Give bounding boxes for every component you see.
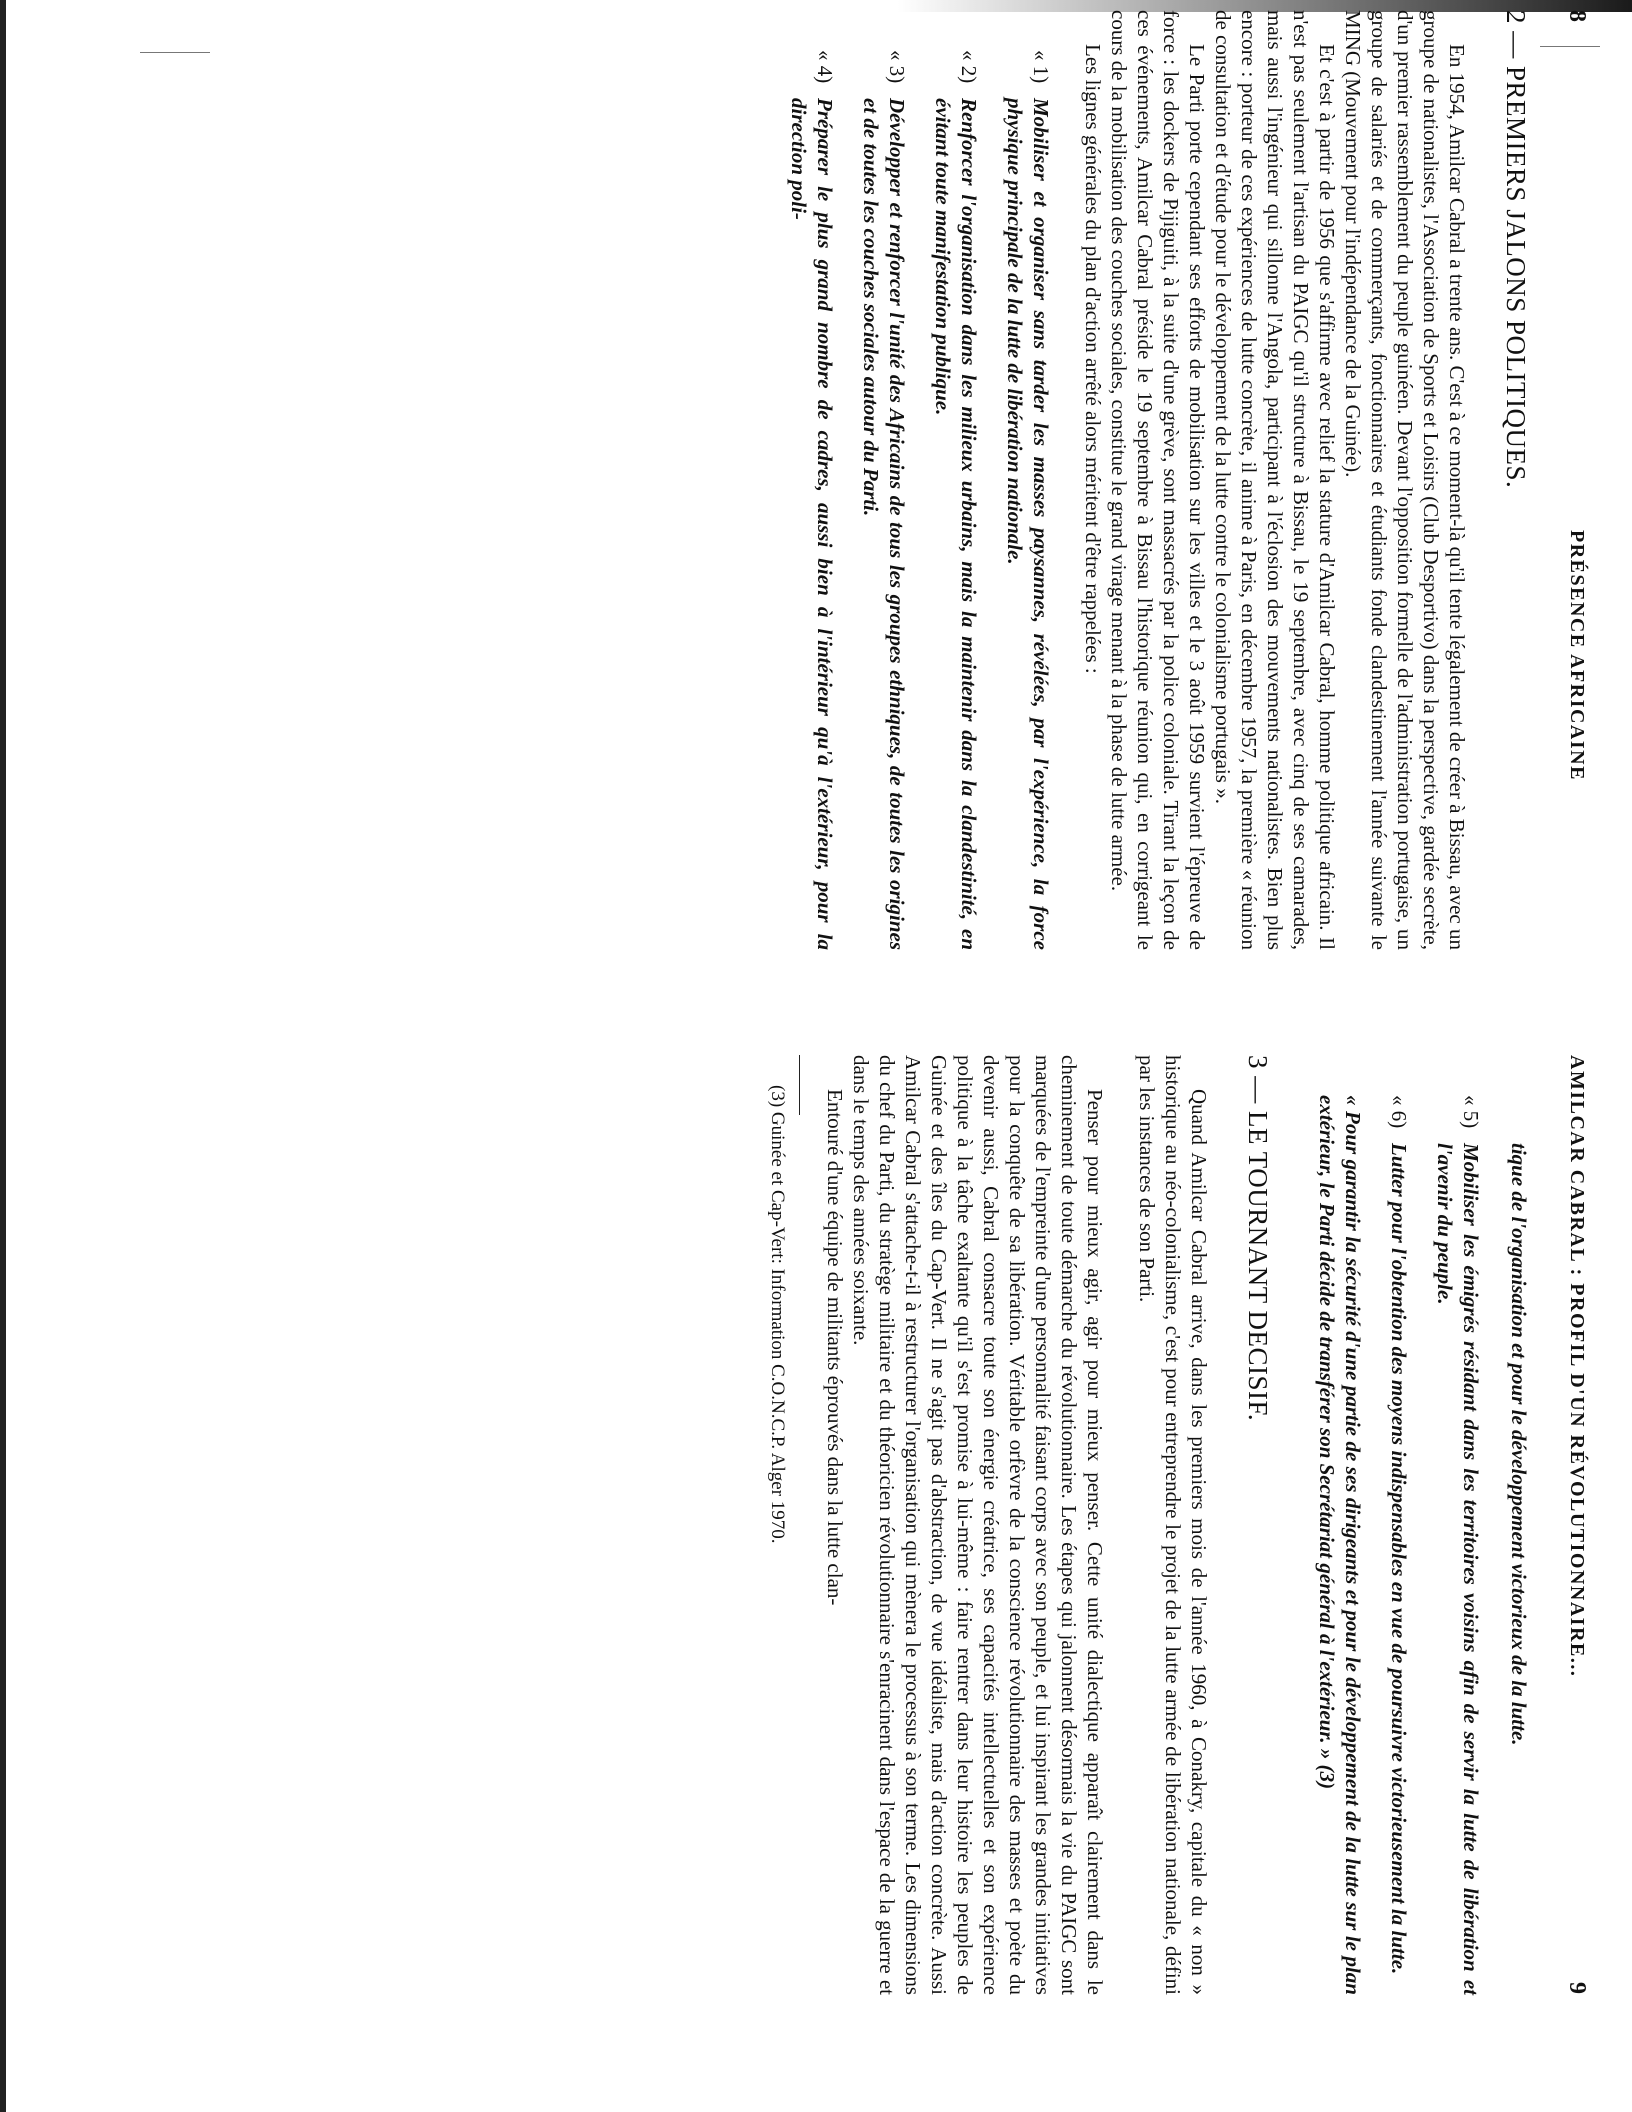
- list-item-text: Mobiliser et organiser sans tarder les masses paysannes, révélées, par l'expérience, la force physique principale de la lutte de libération nationale.: [1002, 98, 1053, 950]
- paragraph: Le Parti porte cependant ses efforts de mobilisation sur les villes et le 3 août 1959 survient l'épreuve de force : les dockers de Pijiguiti, à la suite d'une grève, sont massacrés par la police coloniale. Tirant la leçon de ces événements, Amilcar Cabral préside le 19 septembre à Bissau l'historique réunion qui, en corrigeant le cours de la mobilisation des couches sociales, constitue le grand virage menant à la phase de lutte armée.: [1106, 10, 1209, 950]
- left-page: [12, 10, 1612, 1050]
- section-title: 3 — LE TOURNANT DECISIF.: [1243, 1055, 1273, 1422]
- text-column: [766, 10, 1532, 950]
- footnote: (3) Guinée et Cap-Vert: Information C.O.N.C.P. Alger 1970.: [766, 1085, 788, 1544]
- list-item-number: « 5): [1459, 1095, 1483, 1129]
- block-quote: « Pour garantir la sécurité d'une partie de ses dirigeants et pour le développement de la lutte sur le plan extérieur, le Parti décide de transférer son Secrétariat général à l'extérieur. » (3): [1315, 1095, 1365, 1995]
- running-head: [1550, 10, 1590, 950]
- running-title: PRÉSENCE AFRICAINE: [1566, 530, 1588, 781]
- page-number: 8: [1564, 10, 1590, 23]
- page-number: 9: [1564, 1982, 1590, 1995]
- running-head: [1550, 1055, 1590, 1995]
- list-item-text: Développer et renforcer l'unité des Africains de tous les groupes ethniques, de toutes les origines et de toutes les couches sociales autour du Parti.: [858, 98, 909, 950]
- list-item-text: Préparer le plus grand nombre de cadres, aussi bien à l'intérieur qu'à l'extérieur, pour la direction poli-: [786, 98, 837, 950]
- section-title: 2 — PREMIERS JALONS POLITIQUES.: [1501, 10, 1531, 489]
- paragraph: Penser pour mieux agir, agir pour mieux penser. Cette unité dialectique apparaît clairement dans le cheminement de toute démarche du révolutionnaire. Les étapes qui jalonnent désormais la vie du PAIGC sont marquées de l'empreinte d'une personnalité faisant corps avec son peuple, et lui inspirant les grandes initiatives pour la conquête de sa libération. Véritable orfèvre de la conscience révolutionnaire des masses et poète du devenir aussi, Cabral consacre toute son énergie créatrice, ses capacités intellectuelles et son expérience politique à la tâche exaltante qu'il s'est promise à lui-même : faire rentrer dans leur histoire les peuples de Guinée et des îles du Cap-Vert. Il ne s'agit pas d'abstraction, de vue idéaliste, mais d'action concrète. Aussi Amilcar Cabral s'attache-t-il à restructurer l'organisation qui mènera le processus à son terme. Les dimensions du chef du Parti, du stratège militaire et du théoricien révolutionnaire s'enracinent dans l'espace de la guerre et dans le temps des années soixante.: [848, 1055, 1107, 1995]
- list-item: [858, 50, 910, 950]
- list-item-text: Mobiliser les émigrés résidant dans les territoires voisins afin de servir la lutte de libération et l'avenir du peuple.: [1433, 1143, 1483, 1995]
- paragraph: Entouré d'une équipe de militants éprouvés dans la lutte clan-: [822, 1089, 847, 1606]
- list-item: [1432, 1095, 1484, 1995]
- paragraph: En 1954, Amilcar Cabral a trente ans. C'est à ce moment-là qu'il tente légalement de créer à Bissau, avec un groupe de nationalistes, l'Association de Sports et Loisirs (Club Desportivo) dans la perspective, gardée secrète, d'un premier rassemblement du peuple guinéen. Devant l'opposition formelle de l'administration portugaise, un groupe de salariés et de commerçants, fonctionnaires et étudiants fonde clandestinement l'année suivante le MING (Mouvement pour l'indépendance de la Guinée).: [1340, 10, 1469, 950]
- list-item-number: « 6): [1387, 1095, 1411, 1129]
- paragraph: Quand Amilcar Cabral arrive, dans les premiers mois de l'année 1960, à Conakry, capitale du « non » historique au néo-colonialisme, c'est pour entreprendre le projet de la lutte armée de libération nationale, défini par les instances de son Parti.: [1134, 1055, 1211, 1995]
- right-page: [12, 1055, 1612, 2095]
- paragraph: Et c'est à partir de 1956 que s'affirme avec relief la stature d'Amilcar Cabral, homme politique africain. Il n'est pas seulement l'artisan du PAIGC qu'il structure à Bissau, le 19 septembre, avec cinq de ses camarades, mais aussi l'ingénieur qui sillonne l'Angola, participant à l'éclosion des mouvements nationalistes. Bien plus encore : porteur de ces expériences de lutte concrète, il anime à Paris, en décembre 1957, la première « réunion de consultation et d'étude pour le développement de la lutte contre le colonialisme portugais ».: [1210, 10, 1339, 950]
- list-item-number: « 3): [884, 50, 909, 84]
- paragraph: Les lignes générales du plan d'action arrêté alors méritent d'être rappelées :: [1080, 44, 1105, 674]
- list-item-number: « 2): [956, 50, 981, 84]
- list-item: [930, 50, 982, 950]
- action-plan-list: [1386, 1055, 1484, 1995]
- list-item-number: « 1): [1028, 50, 1053, 84]
- list-item: [1002, 50, 1054, 950]
- list-item-number: « 4): [812, 50, 837, 84]
- list-item: [786, 50, 838, 950]
- list-item: [1386, 1095, 1412, 1995]
- running-title: AMILCAR CABRAL : PROFIL D'UN RÉVOLUTIONNAIRE...: [1566, 1055, 1588, 1678]
- scan-border-left: [0, 0, 6, 2112]
- footnote-rule: [799, 1055, 800, 1115]
- book-spread: [12, 10, 1612, 2100]
- action-plan-list: [786, 10, 1054, 950]
- paragraph-gap: [1108, 1055, 1134, 1995]
- text-column: [765, 1055, 1532, 1995]
- list-item-text: Lutter pour l'obtention des moyens indispensables en vue de poursuivre victorieusement la lutte.: [1387, 1143, 1411, 1975]
- list-continuation: tique de l'organisation et pour le développement victorieux de la lutte.: [1507, 1143, 1531, 1746]
- list-item-text: Renforcer l'organisation dans les milieux urbains, mais la maintenir dans la clandestinité, en évitant toute manifestation publique.: [930, 98, 981, 950]
